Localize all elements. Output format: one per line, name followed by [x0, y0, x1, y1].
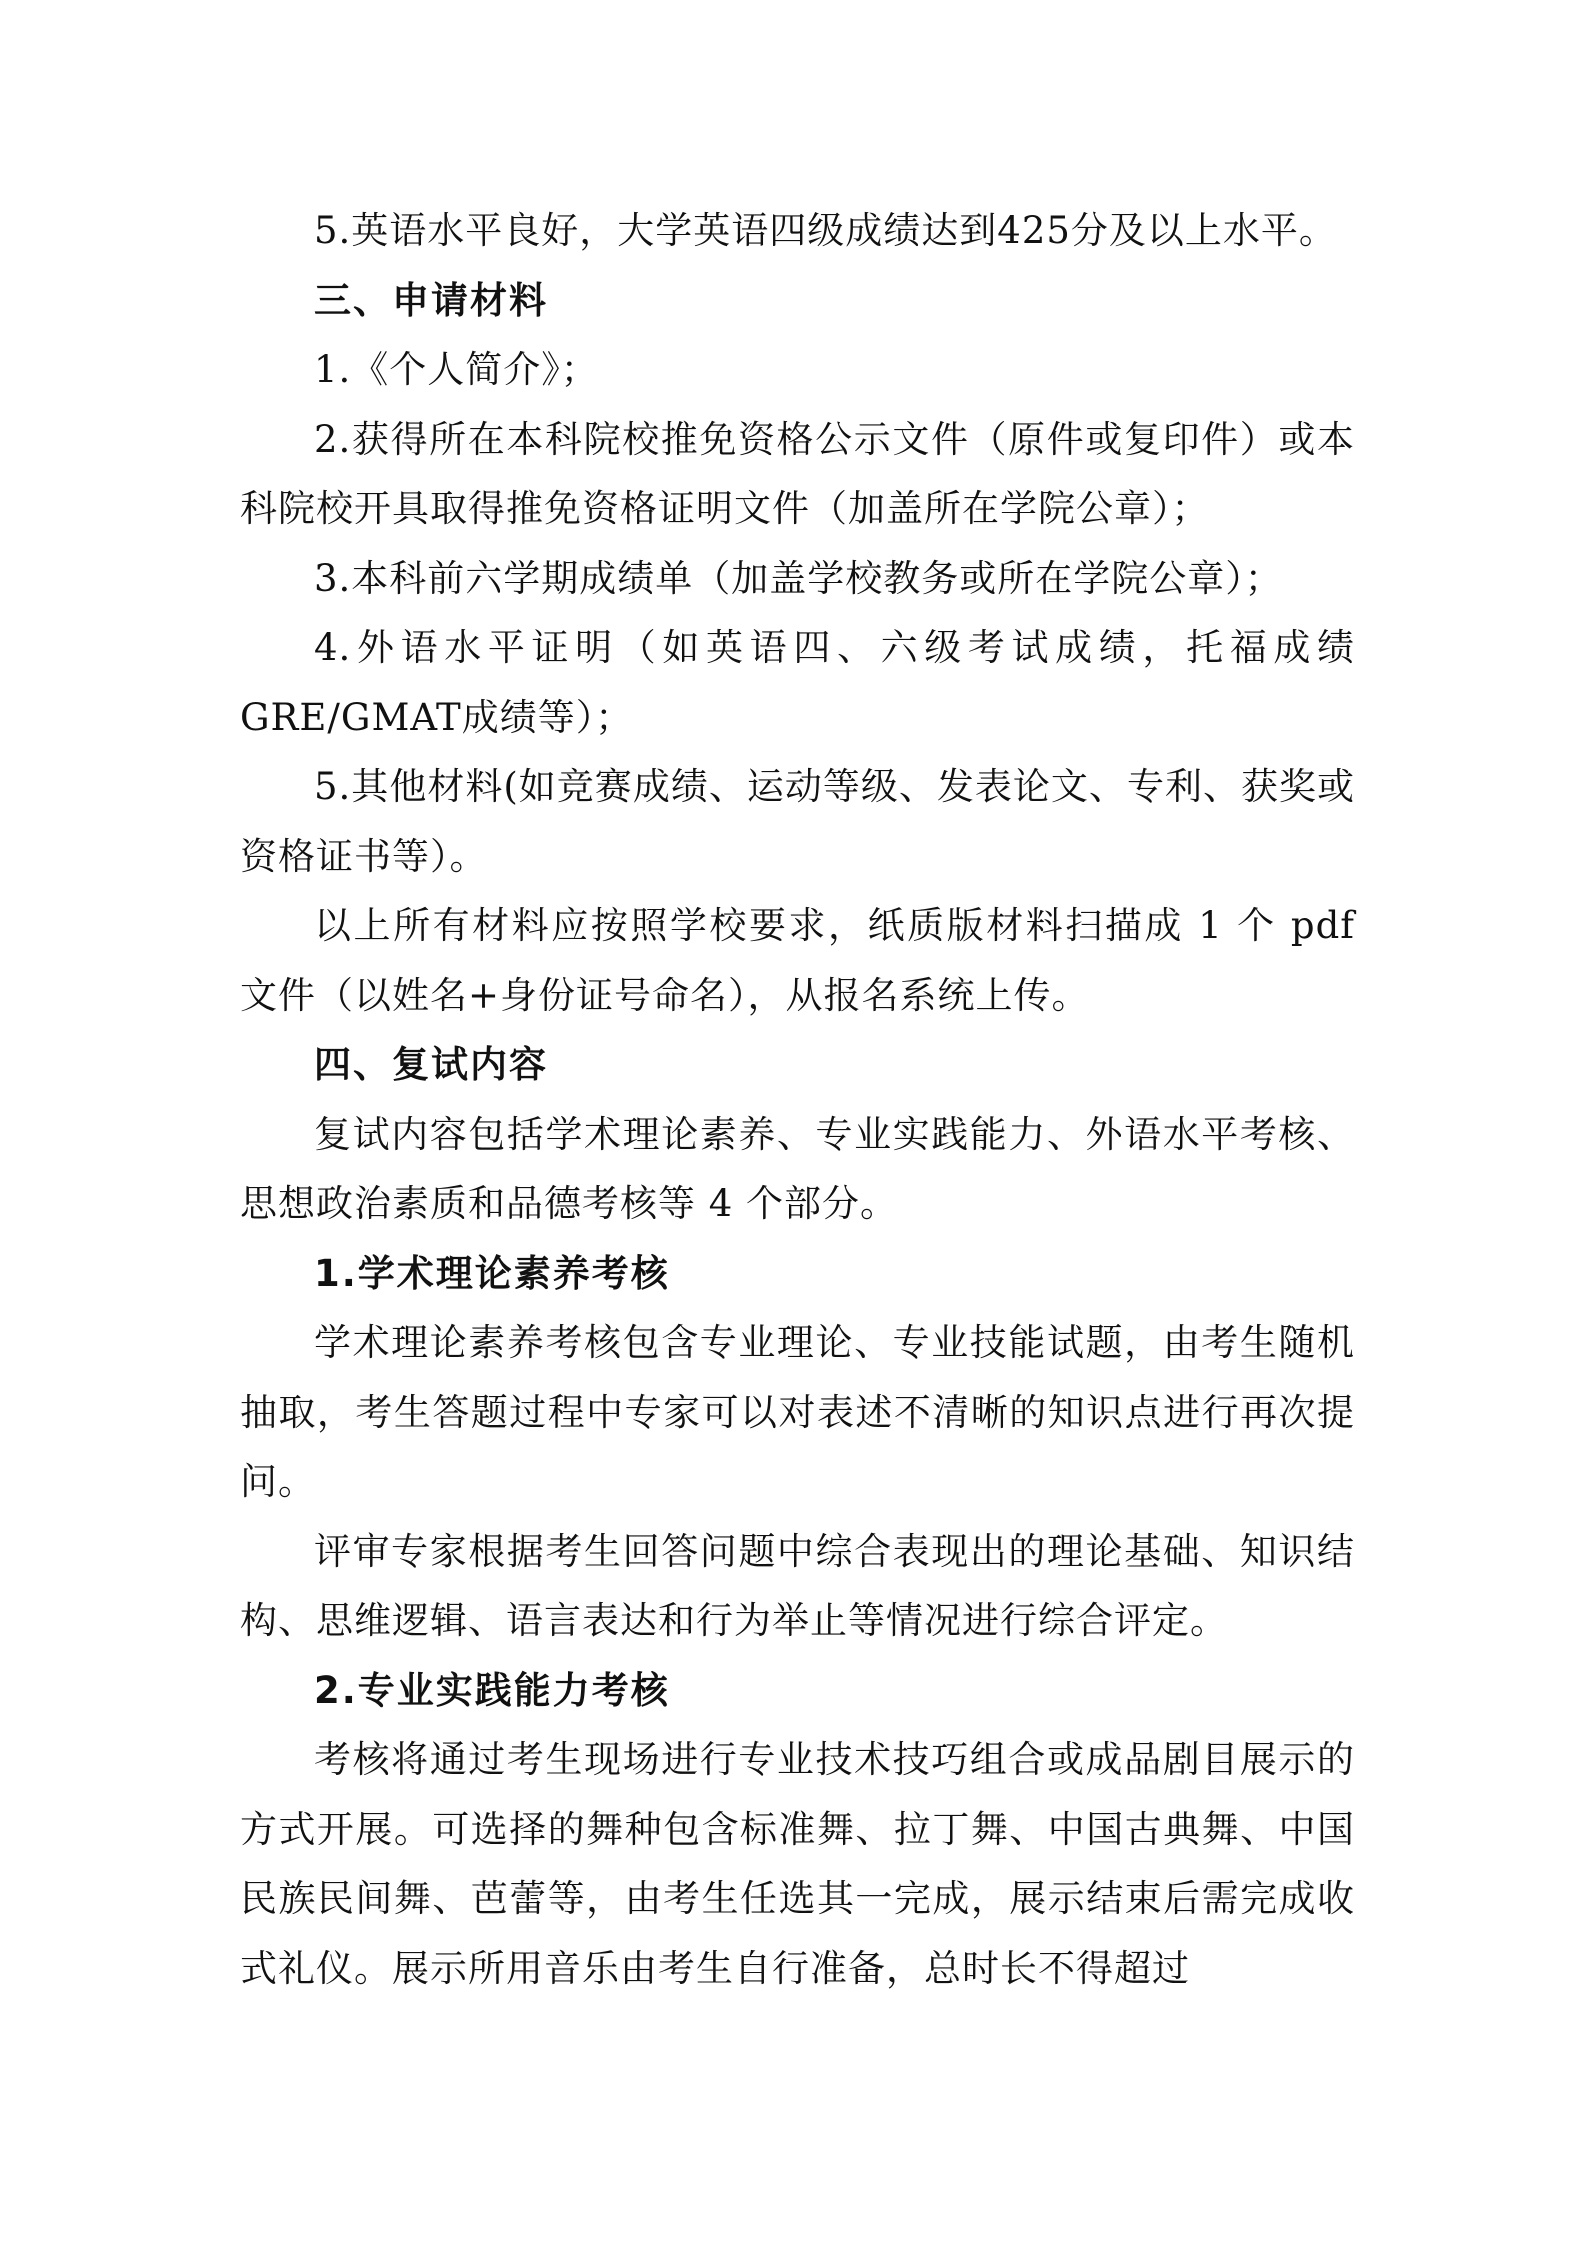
section-heading: 四、复试内容	[314, 1043, 548, 1086]
paragraph: 5.英语水平良好，大学英语四级成绩达到425分及以上水平。	[314, 209, 1337, 252]
paragraph: 1.《个人简介》；	[314, 348, 599, 391]
paragraph: 5.其他材料(如竞赛成绩、运动等级、发表论文、专利、获奖或资格证书等）。	[240, 765, 1355, 878]
paragraph: 考核将通过考生现场进行专业技术技巧组合或成品剧目展示的方式开展。可选择的舞种包含标准舞、拉丁舞、中国古典舞、中国民族民间舞、芭蕾等，由考生任选其一完成，展示结束后需完成收式礼仪。展示所用音乐由考生自行准备，总时长不得超过	[240, 1738, 1355, 1990]
document-page	[240, 196, 1355, 2003]
paragraph: 3.本科前六学期成绩单（加盖学校教务或所在学院公章）；	[314, 556, 1283, 600]
paragraph: 评审专家根据考生回答问题中综合表现出的理论基础、知识结构、思维逻辑、语言表达和行为举止等情况进行综合评定。	[240, 1529, 1355, 1642]
subsection-heading: 1.学术理论素养考核	[314, 1251, 670, 1295]
paragraph: 学术理论素养考核包含专业理论、专业技能试题，由考生随机抽取，考生答题过程中专家可以对表述不清晰的知识点进行再次提问。	[240, 1321, 1355, 1503]
paragraph: 4.外语水平证明（如英语四、六级考试成绩，托福成绩GRE/GMAT成绩等）；	[240, 626, 1355, 739]
subsection-heading: 2.专业实践能力考核	[314, 1668, 670, 1712]
paragraph: 复试内容包括学术理论素养、专业实践能力、外语水平考核、思想政治素质和品德考核等 4 个部分。	[240, 1112, 1355, 1225]
section-heading: 三、申请材料	[314, 278, 548, 322]
paragraph: 以上所有材料应按照学校要求，纸质版材料扫描成 1 个 pdf 文件（以姓名+身份证号命名），从报名系统上传。	[240, 904, 1355, 1017]
paragraph: 2.获得所在本科院校推免资格公示文件（原件或复印件）或本科院校开具取得推免资格证明文件（加盖所在学院公章）；	[240, 417, 1355, 530]
